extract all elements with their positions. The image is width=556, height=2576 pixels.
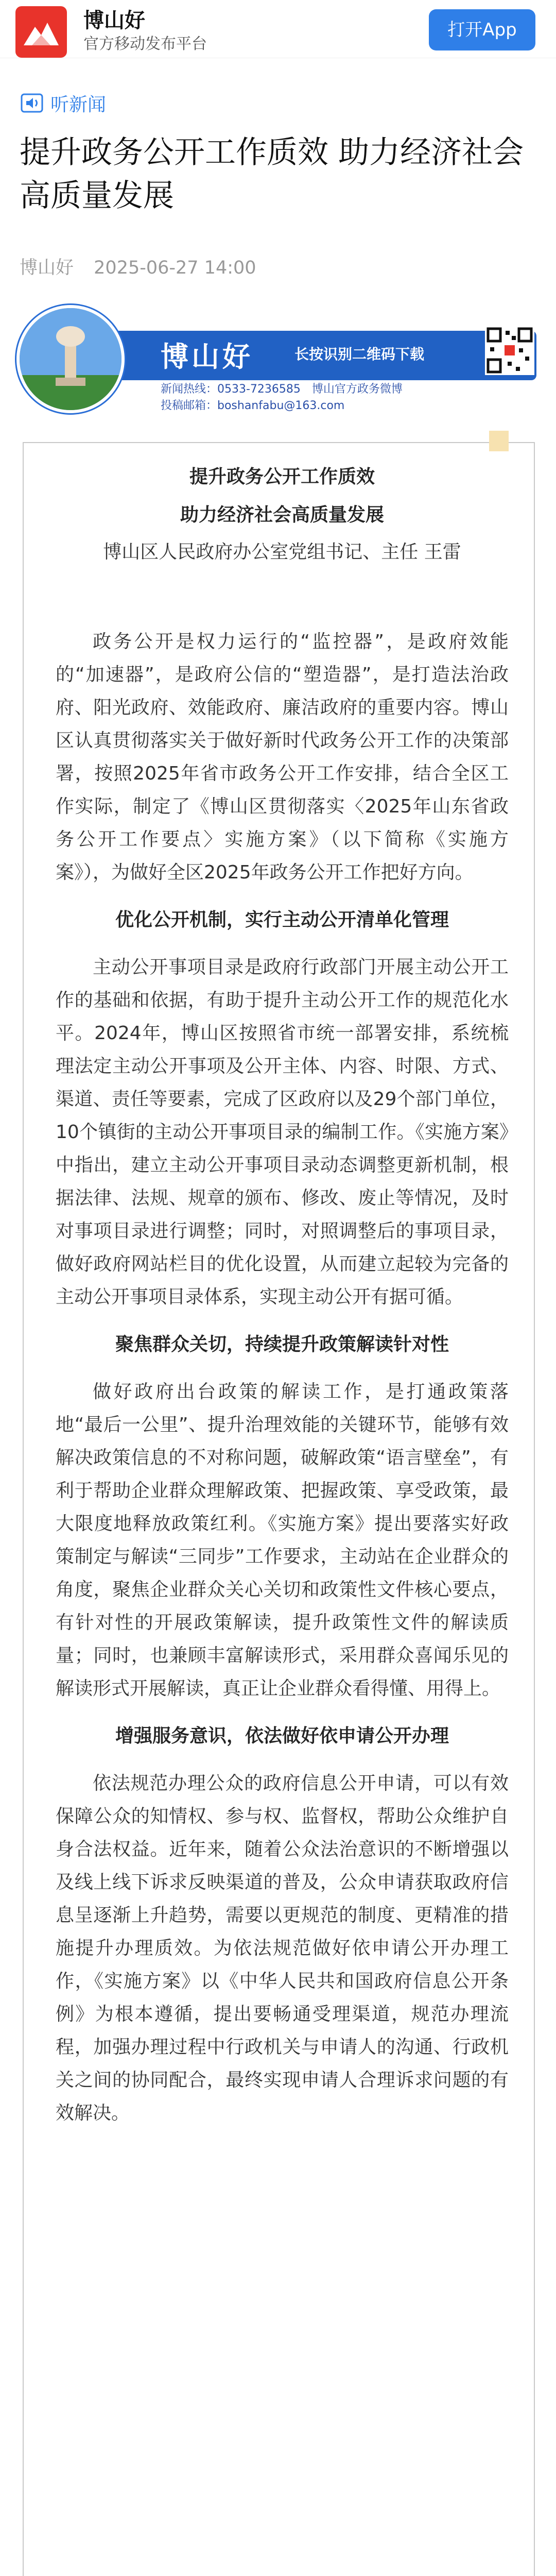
listen-news-button[interactable]	[21, 90, 106, 116]
app-header	[0, 0, 556, 58]
open-app-button[interactable]: 打开App	[429, 9, 535, 50]
section-3-title: 增强服务意识，依法做好依申请公开办理	[115, 1725, 449, 1747]
section-1-title: 优化公开机制，实行主动公开清单化管理	[115, 909, 449, 930]
article-datetime: 2025-06-27 14:00	[94, 258, 256, 278]
section-3-paragraph: 依法规范办理公众的政府信息公开申请，可以有效保障公众的知情权、参与权、监督权，帮助公众维护自身合法权益。近年来，随着公众法治意识的不断增强以及线上线下诉求反映渠道的普及，公众申请获取政府信息呈逐渐上升趋势，需要以更规范的制度、更精准的措施提升办理质效。为依法规范做好依申请公开办理工作，《实施方案》以《中华人民共和国政府信息公开条例》为根本遵循，提出要畅通受理渠道，规范办理流程，加强办理过程中行政机关与申请人的沟通、行政机关之间的协同配合，最终实现申请人合理诉求问题的有效解决。	[56, 1773, 509, 2124]
qr-code[interactable]	[485, 326, 534, 375]
intro-paragraph: 政务公开是权力运行的“监控器”，是政府效能的“加速器”，是政府公信的“塑造器”，是打造法治政府、阳光政府、效能政府、廉洁政府的重要内容。博山区认真贯彻落实关于做好新时代政务公开工作的决策部署，按照2025年省市政务公开工作安排，结合全区工作实际，制定了《博山区贯彻落实〈2025年山东省政务公开工作要点〉实施方案》（以下简称《实施方案》），为做好全区2025年政务公开工作把好方向。	[56, 631, 509, 883]
listen-label: 听新闻	[50, 94, 107, 115]
frame-corner-decoration	[489, 431, 509, 451]
logo-icon	[22, 15, 61, 48]
section-2-title: 聚焦群众关切，持续提升政策解读针对性	[115, 1334, 449, 1355]
banner-tagline: 长按识别二维码下载	[294, 346, 425, 363]
banner-brand: 博山好	[161, 341, 253, 373]
banner-photo	[16, 305, 125, 413]
app-name: 博山好	[83, 9, 145, 32]
banner-email: 投稿邮箱：boshanfabu@163.com	[161, 399, 345, 412]
qr-code-icon	[485, 326, 534, 375]
article-title: 提升政务公开工作质效 助力经济社会高质量发展	[20, 134, 524, 214]
body-heading-2: 助力经济社会高质量发展	[180, 504, 384, 526]
article-body	[56, 453, 509, 2130]
speaker-icon	[21, 93, 43, 113]
body-byline: 博山区人民政府办公室党组书记、主任 王雷	[103, 541, 461, 563]
promo-banner	[16, 305, 539, 413]
banner-contact	[161, 381, 403, 414]
section-1-paragraph: 主动公开事项目录是政府行政部门开展主动公开工作的基础和依据，有助于提升主动公开工作的规范化水平。2024年，博山区按照省市统一部署安排，系统梳理法定主动公开事项及公开主体、内容、时限、方式、渠道、责任等要素，完成了区政府以及29个部门单位，10个镇街的主动公开事项目录的编制工作。《实施方案》中指出，建立主动公开事项目录动态调整更新机制，根据法律、法规、规章的颁布、修改、废止等情况，及时对事项目录进行调整；同时，对照调整后的事项目录，做好政府网站栏目的优化设置，从而建立起较为完备的主动公开事项目录体系，实现主动公开有据可循。	[56, 957, 509, 1308]
article-source: 博山好	[20, 258, 74, 278]
article-meta	[20, 253, 256, 279]
app-subtitle: 官方移动发布平台	[83, 35, 207, 53]
banner-hotline: 新闻热线：0533-7236585 博山官方政务微博	[161, 383, 403, 396]
body-heading-1: 提升政务公开工作质效	[189, 466, 375, 487]
section-2-paragraph: 做好政府出台政策的解读工作，是打通政策落地“最后一公里”、提升治理效能的关键环节，能够有效解决政策信息的不对称问题，破解政策“语言壁垒”，有利于帮助企业群众理解政策、把握政策、享受政策，最大限度地释放政策红利。《实施方案》提出要落实好政策制定与解读“三同步”工作要求，主动站在企业群众的角度，聚焦企业群众关心关切和政策性文件核心要点，有针对性的开展政策解读，提升政策性文件的解读质量；同时，也兼顾丰富解读形式，采用群众喜闻乐见的解读形式开展解读，真正让企业群众看得懂、用得上。	[56, 1381, 509, 1699]
sculpture-icon	[20, 308, 121, 410]
app-logo[interactable]	[15, 6, 67, 58]
